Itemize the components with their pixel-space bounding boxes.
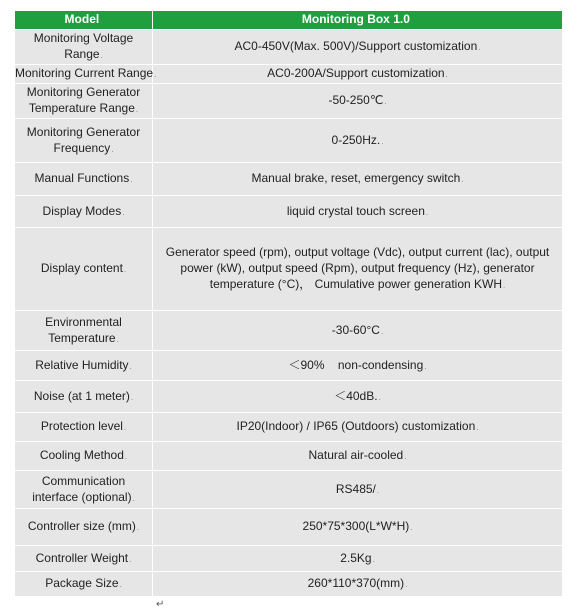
spec-name-cell: Environmental Temperature. — [15, 311, 153, 351]
spec-name-cell: Monitoring Generator Temperature Range. — [15, 84, 153, 119]
table-row — [15, 311, 563, 351]
table-row — [15, 471, 563, 509]
spec-value-cell: ＜90% non-condensing. — [153, 351, 563, 381]
spec-table — [14, 10, 563, 597]
table-row — [15, 228, 563, 311]
header-model-cell: Model. — [15, 11, 153, 30]
table-row — [15, 413, 563, 442]
header-row — [15, 11, 563, 30]
spec-value-cell: 260*110*370(mm). — [153, 572, 563, 597]
spec-value-cell: Manual brake, reset, emergency switch. — [153, 163, 563, 196]
spec-name-cell: Monitoring Voltage Range. — [15, 30, 153, 65]
spec-name-cell: Protection level. — [15, 413, 153, 442]
table-row — [15, 30, 563, 65]
spec-name-cell: Controller size (mm). — [15, 509, 153, 546]
table-row — [15, 196, 563, 228]
paragraph-mark-icon: ↵ — [156, 599, 165, 610]
spec-value-cell: 0-250Hz.. — [153, 119, 563, 163]
spec-name-cell: Monitoring Current Range. — [15, 65, 153, 84]
spec-name-cell: Package Size. — [15, 572, 153, 597]
spec-value-cell: 2.5Kg. — [153, 546, 563, 572]
table-row — [15, 65, 563, 84]
table-row — [15, 381, 563, 413]
spec-value-cell: IP20(Indoor) / IP65 (Outdoors) customization. — [153, 413, 563, 442]
spec-value-cell: ＜40dB.. — [153, 381, 563, 413]
table-row — [15, 84, 563, 119]
header-value-cell: Monitoring Box 1.0. — [153, 11, 563, 30]
table-row — [15, 546, 563, 572]
spec-value-cell: liquid crystal touch screen. — [153, 196, 563, 228]
spec-value-cell: 250*75*300(L*W*H). — [153, 509, 563, 546]
table-row — [15, 163, 563, 196]
spec-value-cell: RS485/. — [153, 471, 563, 509]
spec-name-cell: Communication interface (optional). — [15, 471, 153, 509]
spec-value-cell: Natural air-cooled. — [153, 442, 563, 471]
table-row — [15, 442, 563, 471]
table-row — [15, 572, 563, 597]
spec-name-cell: Display content. — [15, 228, 153, 311]
spec-value-cell: Generator speed (rpm), output voltage (Vdc), output current (lac), output power (kW), output speed (Rpm), output frequency (Hz), generator temperature (°C)， Cumulative power generation KWH. — [153, 228, 563, 311]
spec-name-cell: Manual Functions. — [15, 163, 153, 196]
spec-name-cell: Display Modes. — [15, 196, 153, 228]
spec-value-cell: -30-60°C. — [153, 311, 563, 351]
table-row — [15, 119, 563, 163]
table-row — [15, 509, 563, 546]
spec-name-cell: Noise (at 1 meter). — [15, 381, 153, 413]
spec-value-cell: -50-250℃. — [153, 84, 563, 119]
spec-value-cell: AC0-200A/Support customization. — [153, 65, 563, 84]
spec-value-cell: AC0-450V(Max. 500V)/Support customization. — [153, 30, 563, 65]
spec-name-cell: Relative Humidity. — [15, 351, 153, 381]
spec-name-cell: Controller Weight. — [15, 546, 153, 572]
spec-name-cell: Monitoring Generator Frequency. — [15, 119, 153, 163]
spec-name-cell: Cooling Method. — [15, 442, 153, 471]
table-row — [15, 351, 563, 381]
